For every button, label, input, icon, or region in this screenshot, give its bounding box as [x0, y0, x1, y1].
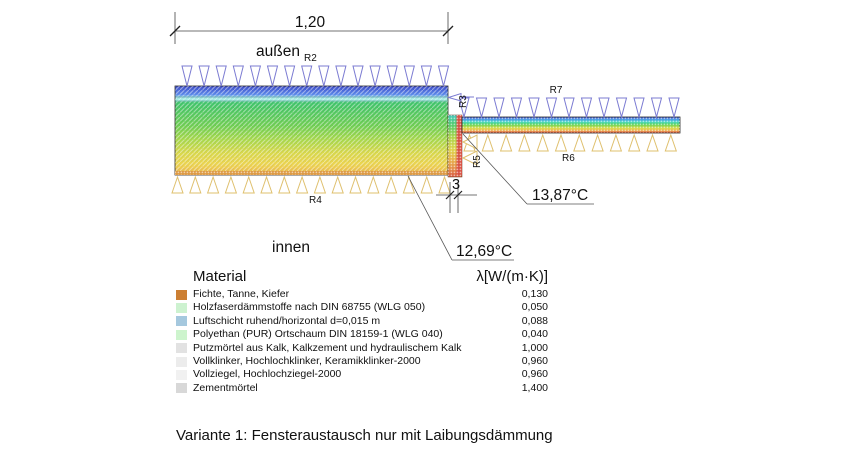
- main-wall-section: [175, 86, 448, 175]
- r2-label: R2: [304, 53, 317, 64]
- r7-flux-triangles: [459, 98, 679, 117]
- legend-row: [176, 355, 548, 368]
- r6-label: R6: [562, 153, 575, 164]
- r6-flux-triangles: [464, 135, 676, 151]
- material-legend: [176, 268, 548, 395]
- lambda-value: 0,088: [521, 314, 548, 327]
- variant-caption: Variante 1: Fensteraustausch nur mit Laibungsdämmung: [176, 427, 553, 444]
- lambda-value: 0,040: [521, 328, 548, 341]
- lambda-value: 0,960: [521, 354, 548, 367]
- legend-row: [176, 315, 548, 328]
- material-name: Luftschicht ruhend/horizontal d=0,015 m: [193, 314, 381, 327]
- legend-header: [176, 268, 548, 288]
- legend-rows: [176, 288, 548, 395]
- reveal-insulation-strip: [448, 115, 462, 177]
- material-swatch: [176, 290, 187, 300]
- r7-label: R7: [549, 85, 563, 96]
- r3-label: R3: [458, 95, 469, 108]
- lambda-value: 1,400: [521, 381, 548, 394]
- legend-header-lambda: λ[W/(m·K)]: [476, 268, 548, 285]
- inside-label: innen: [272, 239, 310, 256]
- r5-label: R5: [472, 155, 483, 168]
- material-swatch: [176, 370, 187, 380]
- dimension-total-label: 1,20: [294, 14, 326, 31]
- material-swatch: [176, 343, 187, 353]
- legend-row: [176, 342, 548, 355]
- temperature-reveal-value: 13,87°C: [532, 187, 589, 204]
- lambda-value: 0,050: [521, 301, 548, 314]
- material-name: Putzmörtel aus Kalk, Kalkzement und hydraulischem Kalk: [193, 341, 462, 354]
- r2-flux-triangles: [182, 66, 449, 86]
- material-name: Zementmörtel: [193, 381, 258, 394]
- r4-flux-triangles: [172, 177, 450, 193]
- lambda-value: 0,130: [521, 288, 548, 300]
- material-swatch: [176, 303, 187, 313]
- lambda-value: 1,000: [521, 341, 548, 354]
- legend-header-material: Material: [193, 268, 247, 285]
- legend-row: [176, 368, 548, 381]
- legend-row: [176, 301, 548, 314]
- material-swatch: [176, 316, 187, 326]
- material-name: Holzfaserdämmstoffe nach DIN 68755 (WLG 050): [193, 301, 426, 314]
- material-swatch: [176, 330, 187, 340]
- material-swatch: [176, 383, 187, 393]
- material-swatch: [176, 357, 187, 367]
- legend-row: [176, 288, 548, 301]
- temperature-corner-value: 12,69°C: [456, 243, 513, 260]
- material-name: Fichte, Tanne, Kiefer: [193, 288, 290, 300]
- legend-row: [176, 328, 548, 341]
- material-name: Polyethan (PUR) Ortschaum DIN 18159-1 (WLG 040): [193, 328, 443, 341]
- right-wall-slab: [462, 117, 680, 133]
- reveal-dimension-label: 3: [451, 177, 461, 193]
- material-name: Vollklinker, Hochlochklinker, Keramikklinker-2000: [193, 354, 421, 367]
- outside-label: außen: [256, 43, 300, 60]
- lambda-value: 0,960: [521, 368, 548, 381]
- legend-row: [176, 382, 548, 395]
- r4-label: R4: [309, 195, 322, 206]
- material-name: Vollziegel, Hochlochziegel-2000: [193, 368, 342, 381]
